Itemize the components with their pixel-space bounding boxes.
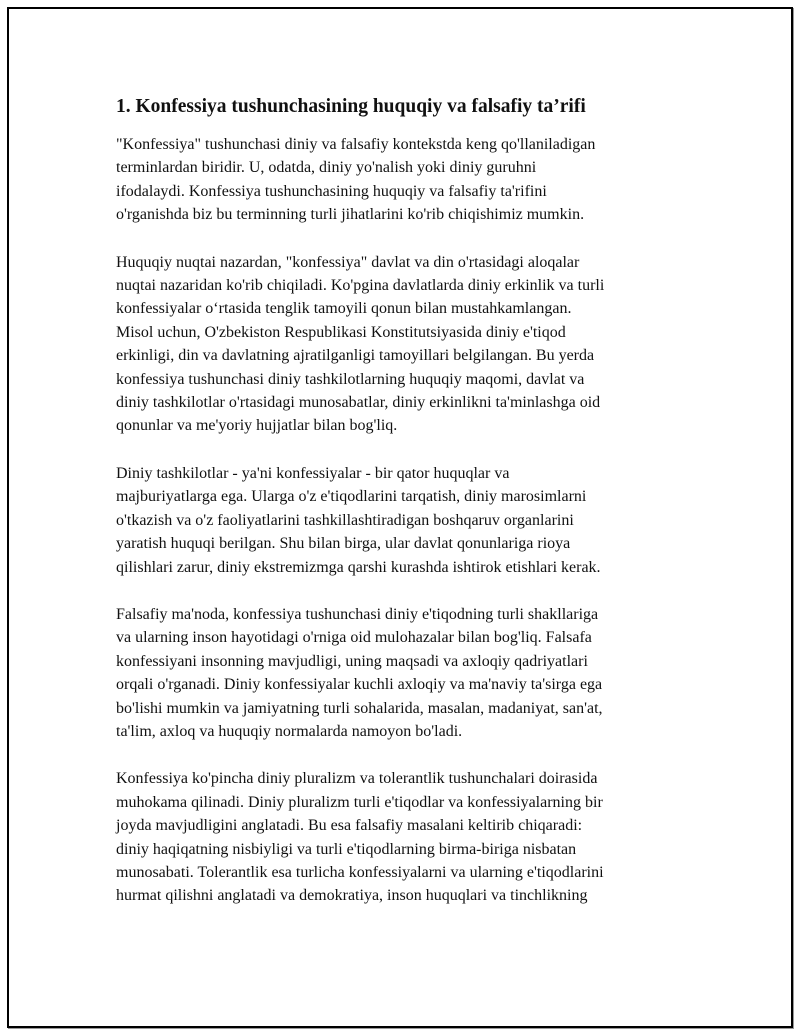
paragraph-1: "Konfessiya" tushunchasi diniy va falsafiy kontekstda keng qo'llaniladigan terminlardan biridir. U, odatda, diniy yo'nalish yoki diniy guruhni ifodalaydi. Konfessiya tushunchasining huquqiy va falsafiy ta'rifini o'rganishda biz bu terminning turli jihatlarini ko'rib chiqishimiz mumkin. — [116, 136, 596, 224]
document-title: 1. Konfessiya tushunchasining huquqiy va falsafiy ta’rifi — [116, 96, 586, 117]
paragraph-5: Konfessiya ko'pincha diniy pluralizm va tolerantlik tushunchalari doirasida muhokama qilinadi. Diniy pluralizm turli e'tiqodlar va konfessiyalarning bir joyda mavjudligini anglatadi. Bu esa falsafiy masalani keltirib chiqaradi: diniy haqiqatning nisbiyligi va turli e'tiqodlarning birma-biriga nisbatan munosabati. Tolerantlik esa turlicha konfessiyalarni va ularning e'tiqodlarini hurmat qilishni anglatadi va demokratiya, inson huquqlari va tinchlikning — [116, 770, 604, 905]
paragraph-4: Falsafiy ma'noda, konfessiya tushunchasi diniy e'tiqodning turli shakllariga va ularning inson hayotidagi o'rniga oid mulohazalar bilan bog'liq. Falsafa konfessiyani insonning mavjudligi, uning maqsadi va axloqiy qadriyatlari orqali o'rganadi. Diniy konfessiyalar kuchli axloqiy va ma'naviy ta'sirga ega bo'lishi mumkin va jamiyatning turli sohalarida, masalan, madaniyat, san'at, ta'lim, axloq va huquqiy normalarda namoyon bo'ladi. — [116, 605, 603, 740]
paragraph-3: Diniy tashkilotlar - ya'ni konfessiyalar - bir qator huquqlar va majburiyatlarga ega. Ularga o'z e'tiqodlarini tarqatish, diniy marosimlarni o'tkazish va o'z faoliyatlarini tashkillashtiradigan boshqaruv organlarini yaratish huquqi berilgan. Shu bilan birga, ular davlat qonunlariga rioya qilishlari zarur, diniy ekstremizmga qarshi kurashda ishtirok etishlari kerak. — [116, 464, 601, 576]
paragraph-2: Huquqiy nuqtai nazardan, "konfessiya" davlat va din o'rtasidagi aloqalar nuqtai nazaridan ko'rib chiqiladi. Ko'pgina davlatlarda diniy erkinlik va turli konfessiyalar o‘rtasida tenglik tamoyili qonun bilan mustahkamlangan. Misol uchun, O'zbekiston Respublikasi Konstitutsiyasida diniy e'tiqod erkinligi, din va davlatning ajratilganligi tamoyillari belgilangan. Bu yerda konfessiya tushunchasi diniy tashkilotlarning huquqiy maqomi, davlat va diniy tashkilotlar o'rtasidagi munosabatlar, diniy erkinlikni ta'minlashga oid qonunlar va me'yoriy hujjatlar bilan bog'liq. — [116, 253, 605, 435]
document-body — [116, 93, 696, 932]
